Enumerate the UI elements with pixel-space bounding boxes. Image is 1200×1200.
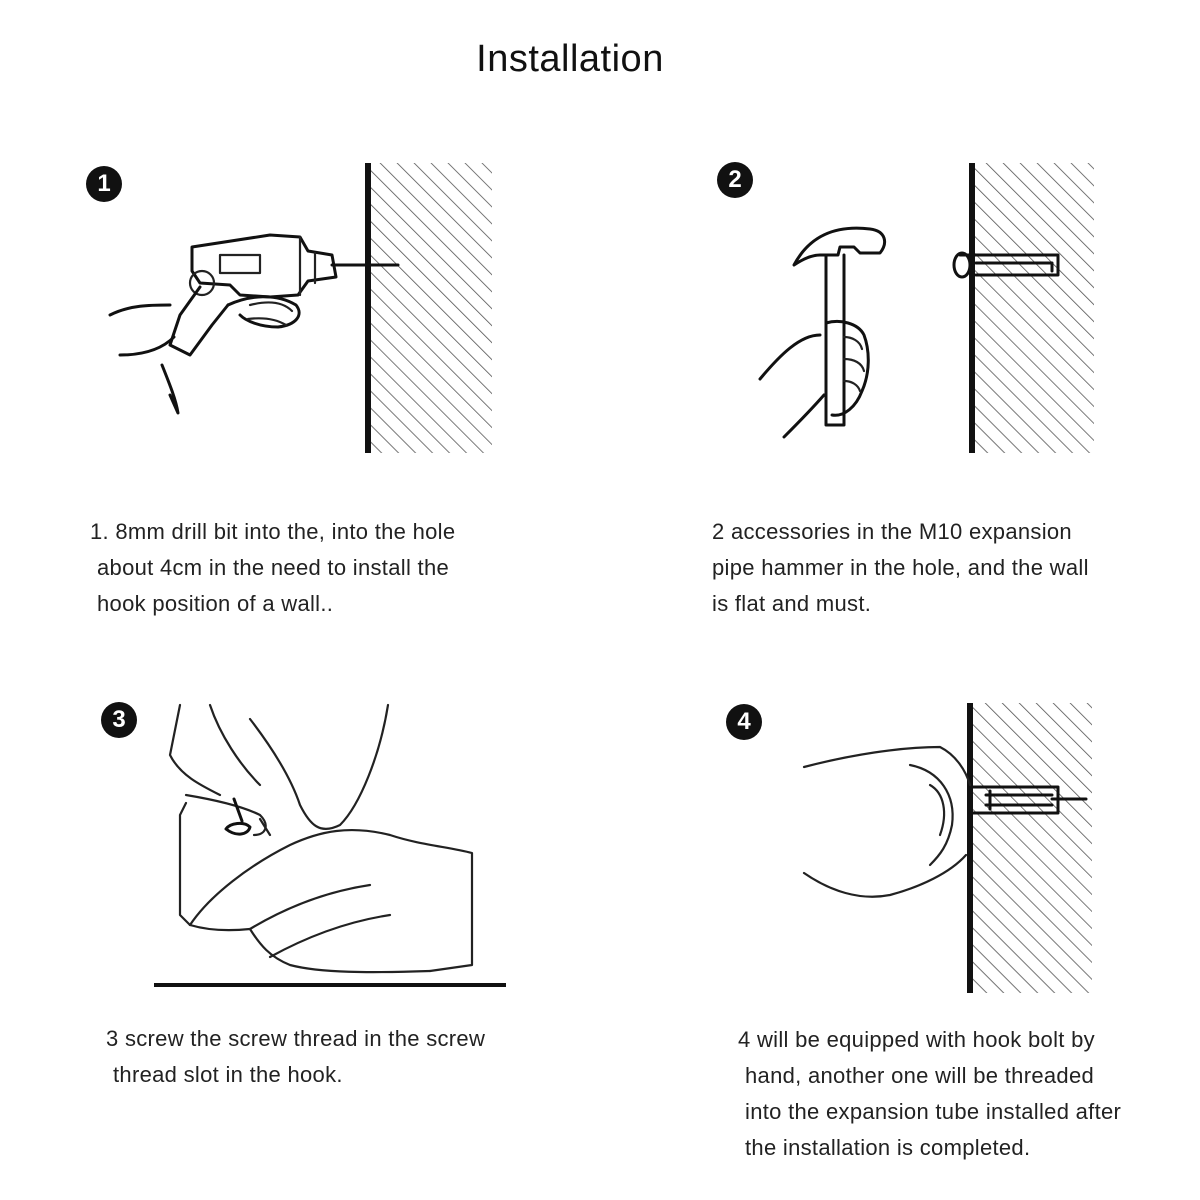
hand-bolt-icon: [790, 695, 1110, 995]
step-4-line-1: 4 will be equipped with hook bolt by: [738, 1027, 1095, 1052]
drill-icon: [100, 155, 520, 465]
step-1-line-3: hook position of a wall..: [97, 591, 334, 616]
step-2-line-2: pipe hammer in the hole, and the wall: [712, 555, 1089, 580]
step-2-line-1: 2 accessories in the M10 expansion: [712, 519, 1072, 544]
step-2-badge: 2: [717, 162, 753, 198]
step-2-caption: [712, 514, 1089, 622]
step-3-caption: [106, 1021, 485, 1093]
step-4-line-2: hand, another one will be threaded: [745, 1063, 1095, 1088]
step-4-badge: 4: [726, 704, 762, 740]
step-2-line-3: is flat and must.: [712, 591, 872, 616]
page-title: Installation: [476, 38, 664, 80]
step-3-badge: 3: [101, 702, 137, 738]
step-4-caption: [738, 1022, 1121, 1166]
step-3-line-2: thread slot in the hook.: [113, 1062, 343, 1087]
step-4-line-4: the installation is completed.: [745, 1135, 1031, 1160]
step-3-line-1: 3 screw the screw thread in the screw: [106, 1026, 486, 1051]
step-1-line-2: about 4cm in the need to install the: [97, 555, 450, 580]
step-1-caption: [90, 514, 455, 622]
step-1-line-1: 1. 8mm drill bit into the, into the hole: [90, 519, 456, 544]
step-1-badge: 1: [86, 166, 122, 202]
hands-screw-icon: [150, 695, 510, 995]
step-4-line-3: into the expansion tube installed after: [745, 1099, 1122, 1124]
hammer-icon: [740, 155, 1120, 465]
